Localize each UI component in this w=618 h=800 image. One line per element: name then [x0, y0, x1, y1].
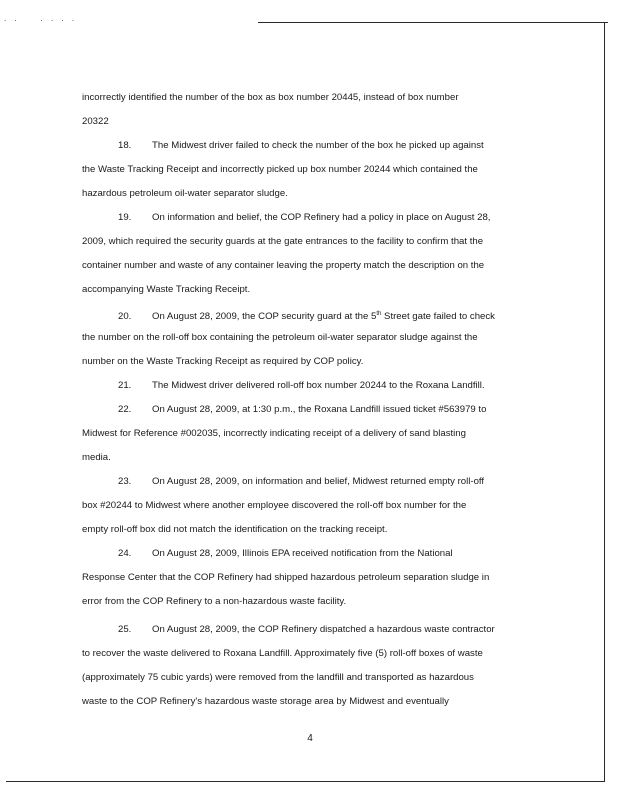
paragraph-number: 25. [118, 624, 132, 635]
top-border [258, 22, 608, 23]
text-line: the Waste Tracking Receipt and incorrectly picked up box number 20244 which contained the [82, 164, 478, 175]
scan-artifact: . . . . . . [4, 14, 78, 23]
paragraph-20: 20. On August 28, 2009, the COP security guard at the 5th Street gate failed to check [118, 311, 495, 322]
text-line: to recover the waste delivered to Roxana Landfill. Approximately five (5) roll-off boxes of waste [82, 648, 483, 659]
paragraph-21: 21. The Midwest driver delivered roll-off box number 20244 to the Roxana Landfill. [118, 380, 485, 391]
text-line: 20322 [82, 116, 109, 127]
text-line: Midwest for Reference #002035, incorrectly indicating receipt of a delivery of sand blasting [82, 428, 466, 439]
text-line: hazardous petroleum oil-water separator sludge. [82, 188, 288, 199]
paragraph-22: 22. On August 28, 2009, at 1:30 p.m., the Roxana Landfill issued ticket #563979 to [118, 404, 487, 415]
right-border [604, 22, 605, 782]
paragraph-18: 18. The Midwest driver failed to check the number of the box he picked up against [118, 140, 484, 151]
paragraph-number: 23. [118, 476, 132, 487]
paragraph-24: 24. On August 28, 2009, Illinois EPA received notification from the National [118, 548, 453, 559]
paragraph-number: 21. [118, 380, 132, 391]
paragraph-25: 25. On August 28, 2009, the COP Refinery dispatched a hazardous waste contractor [118, 624, 495, 635]
text-line: accompanying Waste Tracking Receipt. [82, 284, 251, 295]
text-line: box #20244 to Midwest where another employee discovered the roll-off box number for the [82, 500, 467, 511]
bottom-border [6, 781, 605, 782]
text-line: 2009, which required the security guards at the gate entrances to the facility to confirm that the [82, 236, 484, 247]
text-line: container number and waste of any container leaving the property match the description on the [82, 260, 485, 271]
paragraph-number: 24. [118, 548, 132, 559]
text-line: waste to the COP Refinery's hazardous waste storage area by Midwest and eventually [82, 696, 449, 707]
superscript: th [376, 311, 382, 317]
text-line: empty roll-off box did not match the identification on the tracking receipt. [82, 524, 388, 535]
text-line: number on the Waste Tracking Receipt as required by COP policy. [82, 356, 364, 367]
text-line: media. [82, 452, 111, 463]
text-line: (approximately 75 cubic yards) were removed from the landfill and transported as hazardous [82, 672, 474, 683]
paragraph-number: 22. [118, 404, 132, 415]
text-line: the number on the roll-off box containing the petroleum oil-water separator sludge against the [82, 332, 478, 343]
text-line: incorrectly identified the number of the box as box number 20445, instead of box number [82, 92, 459, 103]
text-line: Response Center that the COP Refinery had shipped hazardous petroleum separation sludge in [82, 572, 490, 583]
page-number: 4 [307, 733, 313, 744]
paragraph-number: 19. [118, 212, 132, 223]
paragraph-number: 18. [118, 140, 132, 151]
paragraph-23: 23. On August 28, 2009, on information and belief, Midwest returned empty roll-off [118, 476, 485, 487]
paragraph-19: 19. On information and belief, the COP Refinery had a policy in place on August 28, [118, 212, 491, 223]
paragraph-number: 20. [118, 311, 132, 322]
text-line: error from the COP Refinery to a non-hazardous waste facility. [82, 596, 347, 607]
